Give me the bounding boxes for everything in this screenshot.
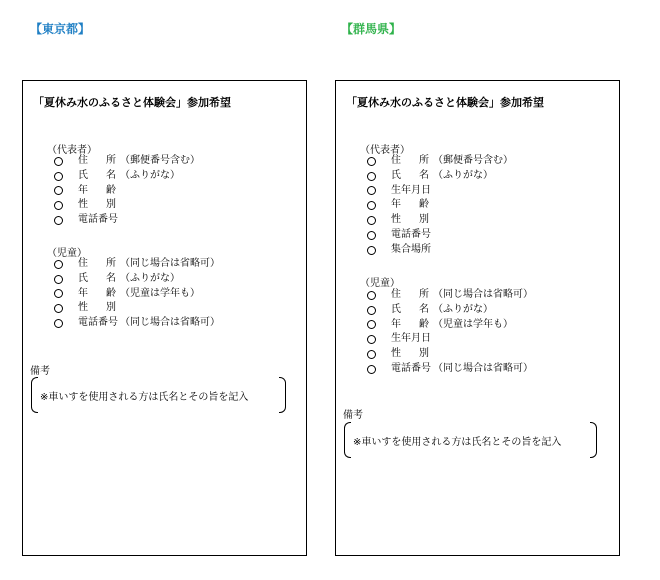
circle-bullet-icon [367, 335, 376, 344]
child-heading: （児童） [360, 278, 400, 289]
form-panel-gunma [335, 80, 620, 556]
list-item [367, 154, 513, 169]
item-note: （同じ場合は省略可） [433, 362, 533, 374]
circle-bullet-icon [54, 186, 63, 195]
list-item [54, 184, 200, 199]
remarks-label: 備考 [343, 410, 363, 421]
circle-bullet-icon [367, 201, 376, 210]
list-item [367, 288, 533, 303]
circle-bullet-icon [367, 157, 376, 166]
item-label: 氏名 [391, 169, 429, 181]
item-note: （児童は学年も） [120, 287, 200, 299]
circle-bullet-icon [54, 275, 63, 284]
remarks-box [31, 377, 286, 413]
circle-bullet-icon [367, 231, 376, 240]
circle-bullet-icon [367, 350, 376, 359]
form-panel-tokyo [22, 80, 307, 556]
item-note: （ふりがな） [120, 169, 180, 181]
item-label: 住所 [391, 155, 429, 166]
item-label: 性別 [78, 199, 116, 211]
region-label-gunma: 【群馬県】 [341, 22, 402, 36]
remarks-text: ※車いすを使用される方は氏名とその旨を記入 [40, 391, 249, 403]
circle-bullet-icon [367, 320, 376, 329]
circle-bullet-icon [54, 216, 63, 225]
child-item-list [367, 288, 533, 377]
item-label: 性別 [78, 302, 116, 314]
list-item [367, 169, 513, 184]
list-item [367, 243, 513, 258]
item-note: （郵便番号含む） [433, 155, 513, 166]
list-item [367, 213, 513, 228]
item-label: 氏名 [391, 303, 429, 315]
representative-item-list [367, 154, 513, 258]
remarks-text: ※車いすを使用される方は氏名とその旨を記入 [353, 436, 562, 448]
circle-bullet-icon [54, 319, 63, 328]
list-item [367, 184, 513, 199]
item-note: （同じ場合は省略可） [433, 289, 533, 300]
circle-bullet-icon [54, 289, 63, 298]
list-item [367, 332, 533, 347]
list-item [54, 272, 220, 287]
item-note: （ふりがな） [433, 169, 493, 181]
region-label-tokyo: 【東京都】 [30, 22, 91, 36]
item-label: 住所 [391, 289, 429, 300]
representative-item-list [54, 154, 200, 228]
item-label: 生年月日 [391, 333, 431, 345]
circle-bullet-icon [54, 260, 63, 269]
circle-bullet-icon [54, 201, 63, 210]
item-label: 性別 [391, 214, 429, 226]
remarks-label: 備考 [30, 366, 50, 377]
circle-bullet-icon [367, 186, 376, 195]
item-label: 住所 [78, 155, 116, 166]
representative-heading: （代表者） [360, 145, 410, 156]
list-item [54, 198, 200, 213]
list-item [54, 169, 200, 184]
list-item [54, 316, 220, 331]
item-label: 住所 [78, 258, 116, 269]
item-label: 電話番号 [391, 228, 431, 240]
circle-bullet-icon [367, 291, 376, 300]
list-item [54, 301, 220, 316]
item-label: 年齢 [391, 318, 429, 330]
item-label: 生年月日 [391, 184, 431, 196]
circle-bullet-icon [367, 306, 376, 315]
list-item [54, 257, 220, 272]
circle-bullet-icon [54, 172, 63, 181]
list-item [54, 154, 200, 169]
circle-bullet-icon [367, 172, 376, 181]
item-label: 氏名 [78, 169, 116, 181]
item-note: （児童は学年も） [433, 318, 513, 330]
circle-bullet-icon [54, 157, 63, 166]
item-label: 年齢 [78, 287, 116, 299]
item-label: 年齢 [78, 184, 116, 196]
circle-bullet-icon [367, 365, 376, 374]
item-note: （郵便番号含む） [120, 155, 200, 166]
list-item [54, 287, 220, 302]
list-item [367, 318, 533, 333]
child-heading: （児童） [47, 248, 87, 259]
list-item [367, 362, 533, 377]
form-title: 「夏休み水のふるさと体験会」参加希望 [33, 96, 231, 109]
list-item [367, 303, 533, 318]
item-note: （ふりがな） [433, 303, 493, 315]
remarks-box [344, 422, 597, 458]
list-item [367, 228, 513, 243]
form-title: 「夏休み水のふるさと体験会」参加希望 [346, 96, 544, 109]
list-item [54, 213, 200, 228]
item-note: （同じ場合は省略可） [120, 258, 220, 269]
child-item-list [54, 257, 220, 331]
item-note: （同じ場合は省略可） [120, 317, 220, 329]
circle-bullet-icon [54, 304, 63, 313]
item-note: （ふりがな） [120, 272, 180, 284]
representative-heading: （代表者） [47, 145, 97, 156]
list-item [367, 198, 513, 213]
circle-bullet-icon [367, 246, 376, 255]
item-label: 性別 [391, 348, 429, 360]
item-label: 氏名 [78, 272, 116, 284]
circle-bullet-icon [367, 216, 376, 225]
item-label: 電話番号 [391, 362, 431, 374]
list-item [367, 347, 533, 362]
item-label: 電話番号 [78, 214, 118, 226]
item-label: 電話番号 [78, 317, 118, 329]
item-label: 年齢 [391, 199, 429, 211]
item-label: 集合場所 [391, 243, 431, 255]
